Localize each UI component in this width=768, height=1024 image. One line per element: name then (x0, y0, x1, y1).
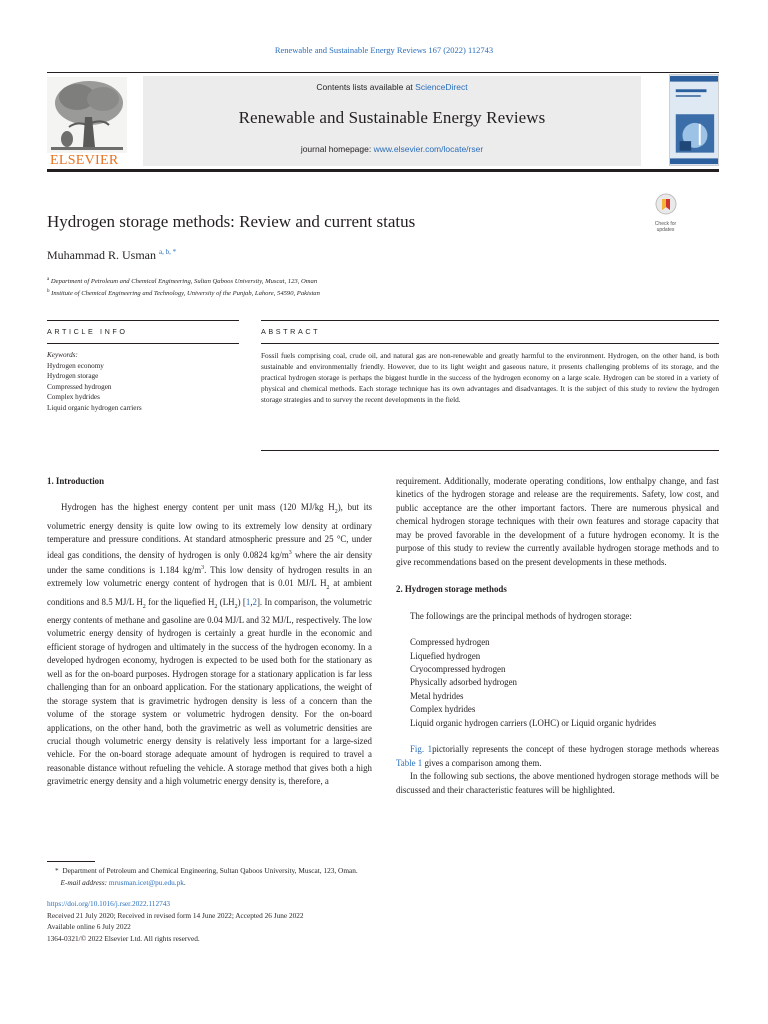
intro-text: Hydrogen has the highest energy content per unit mass (120 MJ/kg H (61, 502, 335, 513)
subscript: 2 (326, 585, 330, 592)
abstract-text: Fossil fuels comprising coal, crude oil, and natural gas are non-renewable and greatly harmful to the environment. Hydrogen, on the other hand, is both sustainable and environmentally friendly. However, due to its light weight and gaseous nature, it presents challenging problems of its storage, and the practical hydrogen storage is perhaps the biggest hurdle in the success of the hydrogen economy on a large scale. Hydrogen can be stored in a variety of physical and chemical methods. Each storage technique has its own advantages and disadvantages. It is the subject of this study to review the hydrogen storage strategies and to survey the recent developments in the field. (261, 351, 719, 404)
superscript: 3 (201, 565, 205, 572)
intro-text: where the air density under the same conditions is 1.184 kg/m (47, 549, 373, 575)
methods-list (396, 636, 719, 730)
introduction-paragraph-continued: requirement. Additionally, moderate operating conditions, low enthalpy change, and fast kinetics of the hydrogen storage and release are the requirements. Safety, low cost, and public acceptance are the other important factors. There are numerous physical and chemical hydrogen storage techniques with their own features and storage capacity that may be proved favorable in the development of a future hydrogen economy. It is the purpose of this study to review the currently available hydrogen storage methods and to give recommendations based on the present developments in these methods. (396, 476, 719, 567)
subscript: 2 (214, 603, 218, 610)
figure-1-link[interactable]: Fig. 1 (410, 744, 433, 755)
footnote-email-line (55, 877, 358, 889)
affiliation-b-text: Institute of Chemical Engineering and Technology, University of the Punjab, Lahore, 54590, Pakistan (51, 290, 320, 298)
author-line (47, 248, 176, 263)
contents-line (143, 82, 641, 92)
intro-text: ) [ (237, 596, 246, 607)
article-metadata (47, 898, 304, 944)
list-item: Metal hydrides (410, 690, 464, 701)
table-1-link[interactable]: Table 1 (396, 757, 423, 768)
email-label: E-mail address: (60, 878, 108, 887)
list-item: Physically adsorbed hydrogen (410, 677, 517, 688)
list-item: Liquid organic hydrogen carriers (LOHC) or Liquid organic hydrides (410, 717, 657, 728)
intro-text: at ambient conditions and 8.5 MJ/L H (47, 578, 372, 607)
methods-heading: 2. Hydrogen storage methods (396, 584, 507, 595)
list-item: Complex hydrides (410, 704, 476, 715)
list-item: Compressed hydrogen (410, 637, 490, 648)
doi-link[interactable]: https://doi.org/10.1016/j.rser.2022.112743 (47, 899, 171, 908)
keywords-block (47, 350, 142, 414)
intro-text: ), but its volumetric energy density is quite low owing to its extremely low density at ordinary temperature and pressure conditions. At standard atmospheric pressure and 25 °C, under ideal gas conditions, the density of hydrogen is only 0.0824 kg/m (47, 502, 372, 560)
intro-text: . This low density of hydrogen results in an extremely low volumetric energy content of hydrogen that is 0.01 MJ/L H (47, 564, 372, 589)
intro-text: , (250, 596, 253, 607)
reference-link-2[interactable]: 2 (252, 596, 257, 607)
check-for-updates-badge[interactable] (649, 193, 682, 233)
email-period: . (183, 878, 186, 887)
superscript: 3 (288, 549, 292, 556)
publisher-name: ELSEVIER (50, 153, 119, 168)
body-column-right (396, 475, 719, 797)
affiliations (47, 275, 320, 299)
journal-citation[interactable]: Renewable and Sustainable Energy Reviews 167 (2022) 112743 (274, 45, 494, 55)
contents-prefix: Contents lists available at (316, 82, 416, 92)
masthead-bottom-rule (47, 169, 719, 172)
abstract-sub-rule (261, 343, 719, 344)
sciencedirect-link[interactable]: ScienceDirect (415, 82, 468, 92)
introduction-paragraph (47, 501, 372, 788)
affiliation-a (47, 275, 320, 287)
abstract-heading: ABSTRACT (261, 327, 321, 336)
list-item: Cryocompressed hydrogen (410, 663, 506, 674)
keyword-item: Liquid organic hydrogen carriers (47, 403, 142, 412)
intro-text: ]. In comparison, the volumetric energy contents of methane and gasoline are 0.04 MJ/L and 32 MJ/L, respectively. The low volumetric energy density of hydrogen is certainly a great hurdle in the economic and efficient storage of hydrogen and ultimately in the success of the hydrogen economy. In a developed hydrogen economy, hydrogen is expected to be used both for the stationary as well as for the on-board purposes. Hydrogen storage for a stationary application is far less challenging than for an onboard application. For the stationary applications, the weight of the storage system that is gravimetric hydrogen density is less of a concern than the volume of the storage system or volumetric hydrogen density. For the on-board applications, on the other hand, both the gravimetric as well as volumetric densities are crucial though volumetric energy density is relatively less important for a large-sized vehicle. For the on-board storage adequate amount of hydrogen is required to travel a reasonable distance without refueling the vehicle. A storage method that gives both a high gravimetric energy density and a high volumetric energy density is, therefore, a (47, 596, 372, 787)
body-column-left (47, 475, 372, 789)
author-affiliation-marks[interactable]: a, b, * (159, 248, 177, 256)
journal-homepage-link[interactable]: www.elsevier.com/locate/rser (373, 144, 484, 154)
affiliation-b (47, 287, 320, 299)
keyword-item: Hydrogen economy (47, 361, 104, 370)
journal-cover-thumbnail[interactable] (669, 74, 719, 166)
reference-link-1[interactable]: 1 (245, 596, 251, 607)
methods-figure-paragraph (396, 743, 719, 770)
subscript: 2 (334, 509, 338, 516)
article-info-heading: ARTICLE INFO (47, 327, 128, 336)
methods-lead: The followings are the principal methods of hydrogen storage: (410, 610, 632, 621)
methods-text: pictorially represents the concept of these hydrogen storage methods whereas (432, 744, 719, 755)
corresponding-author-footnote (55, 865, 358, 889)
keywords-label: Keywords: (47, 351, 78, 359)
article-info-top-rule (47, 320, 239, 321)
subscript: 2 (142, 603, 146, 610)
intro-text: (LH (217, 596, 235, 607)
received-dates: Received 21 July 2020; Received in revised form 14 June 2022; Accepted 26 June 2022 (47, 910, 304, 920)
journal-title: Renewable and Sustainable Energy Reviews (238, 108, 546, 127)
affiliation-a-text: Department of Petroleum and Chemical Engineering, Sultan Qaboos University, Muscat, 123, Oman (50, 278, 318, 286)
available-online-date: Available online 6 July 2022 (47, 922, 131, 932)
homepage-line (143, 144, 641, 154)
article-info-sub-rule (47, 343, 239, 344)
copyright-line: 1364-0321/© 2022 Elsevier Ltd. All rights reserved. (47, 933, 200, 943)
keyword-item: Compressed hydrogen (47, 382, 112, 391)
methods-closing-paragraph: In the following sub sections, the above mentioned hydrogen storage methods will be discussed and their characteristic features will be highlighted. (396, 771, 719, 795)
affiliation-b-mark: b (47, 289, 50, 295)
keyword-item: Hydrogen storage (47, 372, 99, 381)
article-title: Hydrogen storage methods: Review and current status (47, 212, 416, 231)
footnote-affiliation-line (55, 865, 358, 877)
abstract-bottom-rule (261, 450, 719, 451)
intro-text: for the liquefied H (145, 596, 215, 607)
author-email-link[interactable]: mrusman.icet@pu.edu.pk (108, 878, 184, 887)
abstract-top-rule (261, 320, 719, 321)
footnote-star: * (55, 866, 59, 875)
introduction-heading: 1. Introduction (47, 476, 105, 486)
subscript: 2 (234, 603, 238, 610)
homepage-prefix: journal homepage: (300, 144, 374, 154)
check-updates-line2: updates (656, 226, 675, 233)
keyword-item: Complex hydrides (47, 393, 100, 402)
list-item: Liquefied hydrogen (410, 650, 481, 661)
footnote-rule (47, 861, 95, 862)
journal-masthead (47, 72, 719, 169)
check-updates-line1: Check for (654, 221, 677, 227)
check-for-updates-icon (655, 193, 677, 217)
affiliation-a-mark: a (47, 277, 50, 282)
footnote-affiliation: Department of Petroleum and Chemical Engineering, Sultan Qaboos University, Muscat, 123, Oman. (62, 866, 358, 875)
masthead-center-panel (143, 76, 641, 166)
author-name[interactable]: Muhammad R. Usman (47, 248, 156, 262)
methods-text: gives a comparison among them. (422, 757, 542, 768)
